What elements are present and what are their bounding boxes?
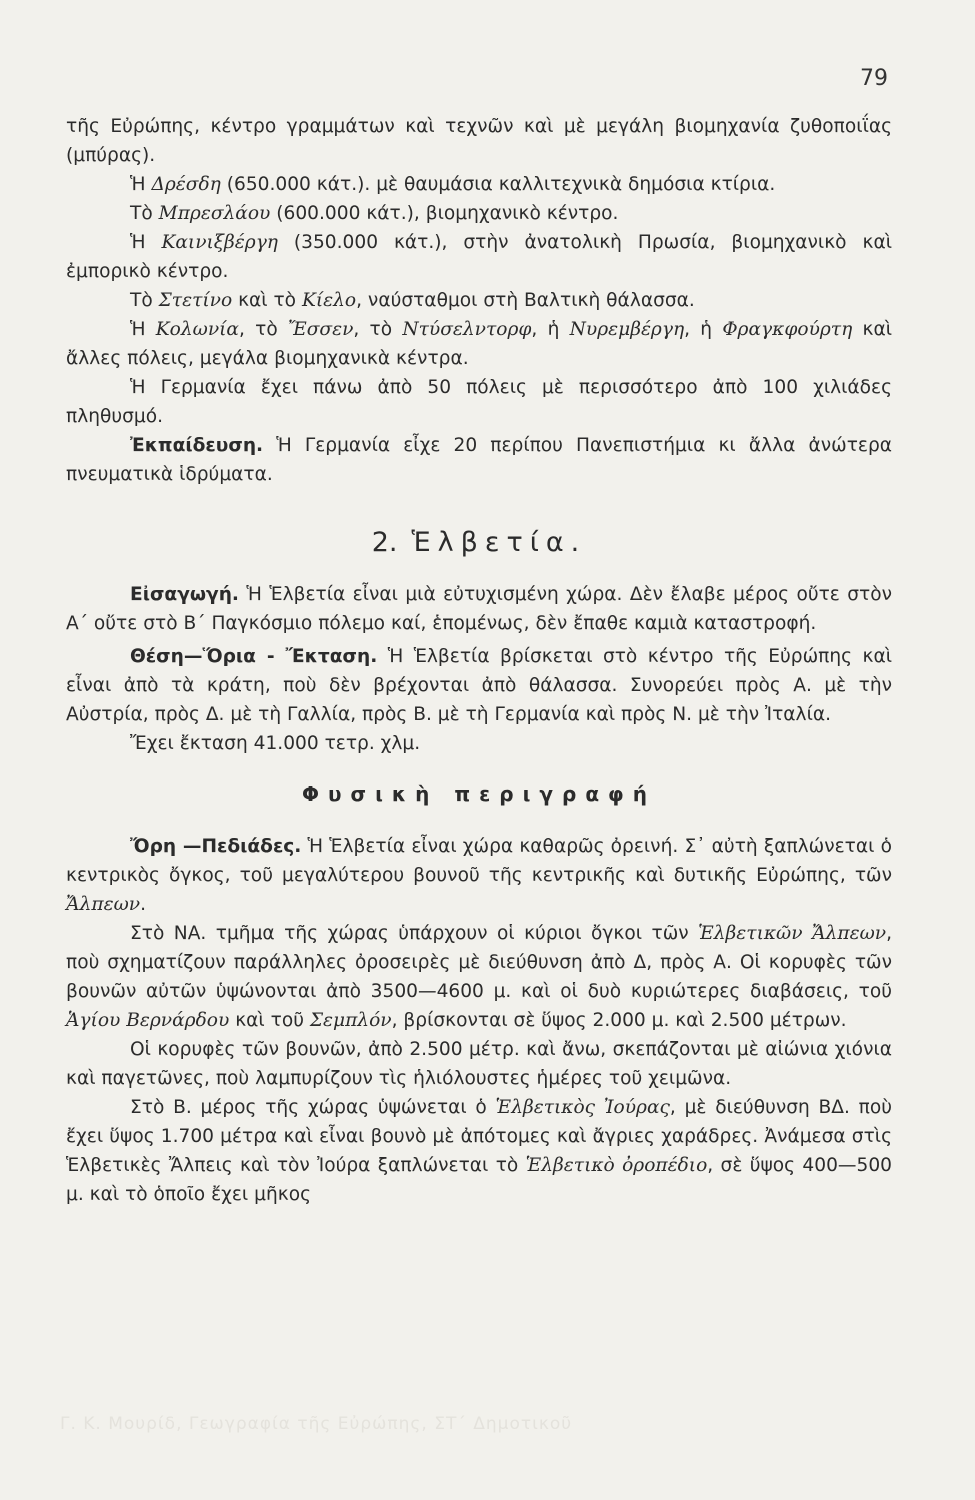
- paragraph: τῆς Εὐρώπης, κέντρο γραμμάτων καὶ τεχνῶν καὶ μὲ μεγάλη βιομηχανία ζυθοποιΐας (μπύρας).: [66, 116, 892, 166]
- paragraph-education: Ἐκπαίδευση. Ἡ Γερμανία εἶχε 20 περίπου Πανεπιστήμια κι ἄλλα ἀνώτερα πνευματικὰ ἱδρύματα.: [66, 435, 892, 485]
- intro-lead: Εἰσαγωγή.: [130, 584, 239, 605]
- paragraph-cities: Ἡ Κολωνία, τὸ Ἔσσεν, τὸ Ντύσελντορφ, ἡ Νυρεμβέργη, ἡ Φραγκφούρτη καὶ ἄλλες πόλεις, μεγάλα βιομηχανικὰ κέντρα.: [66, 319, 892, 369]
- page-number: 79: [860, 66, 888, 91]
- section-number: 2.: [371, 527, 398, 558]
- page-body: [66, 112, 892, 1209]
- position-lead: Θέση—Ὅρια - Ἔκταση.: [130, 646, 378, 667]
- paragraph-breslau: Τὸ Μπρεσλάου (600.000 κάτ.), βιομηχανικὸ κέντρο.: [130, 203, 619, 224]
- section-heading: [66, 527, 892, 558]
- subsection-heading: Φυσικὴ περιγραφή: [302, 782, 656, 806]
- paragraph-konigsberg: Ἡ Καινιξβέργη (350.000 κάτ.), στὴν ἀνατολικὴ Πρωσία, βιομηχανικὸ καὶ ἐμπορικὸ κέντρο.: [66, 232, 892, 282]
- paragraph-position: Θέση—Ὅρια - Ἔκταση. Ἡ Ἑλβετία βρίσκεται στὸ κέντρο τῆς Εὐρώπης καὶ εἶναι ἀπὸ τὰ κράτη, ποὺ δὲν βρέχονται ἀπὸ θάλασσα. Συνορεύει πρὸς Α. μὲ τὴν Αὐστρία, πρὸς Δ. μὲ τὴ Γαλλία, πρὸς Β. μὲ τὴ Γερμανία καὶ πρὸς Ν. μὲ τὴν Ἰταλία.: [66, 646, 892, 725]
- paragraph-peaks: Οἱ κορυφὲς τῶν βουνῶν, ἀπὸ 2.500 μέτρ. καὶ ἄνω, σκεπάζονται μὲ αἰώνια χιόνια καὶ παγετῶνες, ποὺ λαμπυρίζουν τὶς ἡλιόλουστες ἡμέρες τοῦ χειμῶνα.: [66, 1039, 892, 1089]
- education-lead: Ἐκπαίδευση.: [130, 435, 264, 456]
- paragraph-large-cities: Ἡ Γερμανία ἔχει πάνω ἀπὸ 50 πόλεις μὲ περισσότερο ἀπὸ 100 χιλιάδες πληθυσμό.: [66, 377, 892, 427]
- paragraph-mountains: Ὄρη —Πεδιάδες. Ἡ Ἑλβετία εἶναι χώρα καθαρῶς ὀρεινή. Σ᾽ αὐτὴ ξαπλώνεται ὁ κεντρικὸς ὄγκος, τοῦ μεγαλύτερου βουνοῦ τῆς κεντρικῆς καὶ δυτικῆς Εὐρώπης, τῶν Ἄλπεων.: [66, 836, 892, 915]
- paragraph-area: Ἔχει ἔκταση 41.000 τετρ. χλμ.: [130, 733, 421, 754]
- paragraph-stettin: Τὸ Στετίνο καὶ τὸ Κίελο, ναύσταθμοι στὴ Βαλτικὴ θάλασσα.: [130, 290, 695, 311]
- section-title: Ἑλβετία.: [411, 527, 587, 558]
- paragraph-southeast: Στὸ ΝΑ. τμῆμα τῆς χώρας ὑπάρχουν οἱ κύριοι ὄγκοι τῶν Ἑλβετικῶν Ἄλπεων, ποὺ σχηματίζουν παράλληλες ὀροσειρὲς μὲ διεύθυνση ἀπὸ Δ, πρὸς Α. Οἱ κορυφὲς τῶν βουνῶν αὐτῶν ὑψώνονται ἀπὸ 3500—4600 μ. καὶ οἱ δυὸ κυριώτερες διαβάσεις, τοῦ Ἁγίου Βερνάρδου καὶ τοῦ Σεμπλόν, βρίσκονται σὲ ὕψος 2.000 μ. καὶ 2.500 μέτρων.: [66, 923, 892, 1031]
- paragraph-north: Στὸ Β. μέρος τῆς χώρας ὑψώνεται ὁ Ἑλβετικὸς Ἰούρας, μὲ διεύθυνση ΒΔ. ποὺ ἔχει ὕψος 1.700 μέτρα καὶ εἶναι βουνὸ μὲ ἀπότομες καὶ ἄγριες χαράδρες. Ἀνάμεσα στὶς Ἑλβετικὲς Ἄλπεις καὶ τὸν Ἰούρα ξαπλώνεται τὸ Ἑλβετικὸ ὀροπέδιο, σὲ ὕψος 400—500 μ. καὶ τὸ ὁποῖο ἔχει μῆκος: [66, 1097, 893, 1205]
- mountains-lead: Ὄρη —Πεδιάδες.: [130, 836, 302, 857]
- bleed-through-footer: Γ. Κ. Μουρίδ, Γεωγραφία τῆς Εὐρώπης, ΣΤ΄ Δημοτικοῦ: [60, 1414, 573, 1434]
- paragraph-dresden: Ἡ Δρέσδη (650.000 κάτ.). μὲ θαυμάσια καλλιτεχνικὰ δημόσια κτίρια.: [130, 174, 776, 195]
- paragraph-intro: Εἰσαγωγή. Ἡ Ἑλβετία εἶναι μιὰ εὐτυχισμένη χώρα. Δὲν ἔλαβε μέρος οὔτε στὸν Α΄ οὔτε στὸ Β΄ Παγκόσμιο πόλεμο καί, ἑπομένως, δὲν ἔπαθε καμιὰ καταστροφή.: [66, 584, 892, 634]
